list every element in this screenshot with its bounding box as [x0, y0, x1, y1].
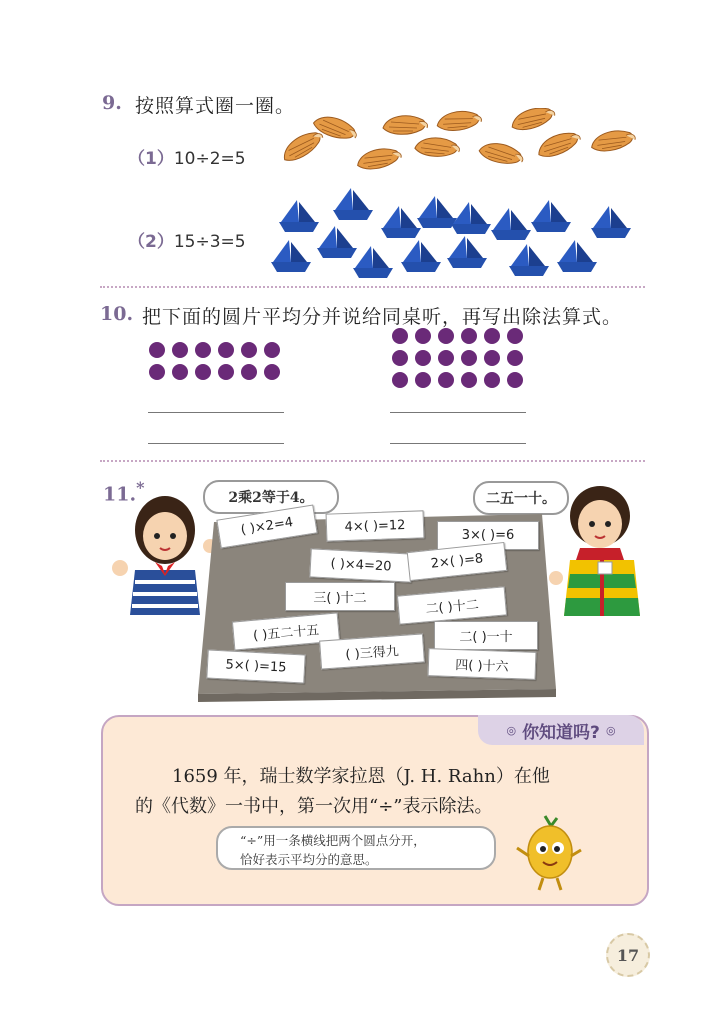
boat-icon-6 [491, 208, 531, 240]
q9-instruction: 按照算式圈一圈。 [135, 95, 296, 117]
dot [461, 372, 477, 388]
q9-part2-equation: 15÷3=5 [173, 232, 246, 252]
boat-icon-12 [401, 240, 441, 272]
shell-group [275, 108, 645, 183]
equation-card: ( )五二十五 [232, 612, 340, 650]
dot [264, 364, 280, 380]
boat-icon-14 [509, 244, 549, 276]
answer-line-1a[interactable] [148, 412, 284, 413]
shell-icon-4 [383, 116, 428, 134]
dot [241, 342, 257, 358]
boat-icon-11 [353, 246, 393, 278]
dot [241, 364, 257, 380]
divider-1 [100, 286, 645, 288]
equation-card: 三( )十二 [285, 582, 395, 611]
boat-icon-8 [591, 206, 631, 238]
did-you-know-title: 你知道吗? [522, 722, 600, 743]
answer-line-2a[interactable] [390, 412, 526, 413]
dot [195, 364, 211, 380]
boat-icon-10 [317, 226, 357, 258]
dot [484, 350, 500, 366]
dot [218, 342, 234, 358]
boat-group [265, 182, 640, 282]
equation-card: ( )×2=4 [216, 505, 317, 549]
equation-card: 二( )一十 [434, 621, 538, 650]
shell-icon-10 [590, 128, 637, 154]
dot [415, 372, 431, 388]
equation-card: 2×( )=8 [407, 542, 507, 581]
q9-part2-label: （2） [128, 232, 174, 252]
dot [415, 350, 431, 366]
dot [438, 328, 454, 344]
dot [195, 342, 211, 358]
equation-card: 5×( )=15 [206, 649, 305, 683]
boat-icon-4 [417, 196, 457, 228]
boat-icon-2 [333, 188, 373, 220]
did-you-know-tag [478, 715, 644, 745]
info-speech-bubble [216, 826, 496, 870]
dot [149, 364, 165, 380]
dot-group-2 [390, 326, 530, 392]
shell-icon-5 [414, 136, 460, 158]
dot [484, 328, 500, 344]
dot [218, 364, 234, 380]
q10-number: 10. [100, 303, 134, 325]
mascot-illustration [515, 812, 585, 892]
dot [172, 342, 188, 358]
q9-part1-label: （1） [128, 149, 174, 169]
dot [392, 372, 408, 388]
answer-line-1b[interactable] [148, 443, 284, 444]
shell-icon-9 [535, 128, 583, 161]
page-number: 17 [606, 933, 650, 977]
divider-2 [100, 460, 645, 462]
speech-bubble-left: 2乘2等于4。 [203, 480, 339, 514]
q10-instruction: 把下面的圆片平均分并说给同桌听，再写出除法算式。 [142, 306, 623, 328]
boat-icon-3 [381, 206, 421, 238]
boat-icon-13 [447, 236, 487, 268]
dot [461, 350, 477, 366]
shell-icon-6 [436, 110, 482, 132]
q9-part2 [128, 227, 246, 252]
equation-card: 3×( )=6 [437, 521, 539, 550]
dot [461, 328, 477, 344]
shell-icon-8 [509, 108, 557, 133]
dot [392, 328, 408, 344]
dot [484, 372, 500, 388]
dot-group-1 [147, 340, 287, 382]
info-bubble-line-2: 恰好表示平均分的意思。 [240, 852, 378, 867]
equation-card: 二( )十二 [397, 586, 507, 624]
boat-icon-7 [531, 200, 571, 232]
shell-icon-1 [279, 127, 327, 165]
boat-icon-1 [279, 200, 319, 232]
q9-part1-equation: 10÷2=5 [173, 149, 246, 169]
q11-number-text: 11. [103, 483, 137, 506]
dot [438, 350, 454, 366]
dot [172, 364, 188, 380]
boat-icon-9 [271, 240, 311, 272]
dot [392, 350, 408, 366]
info-line-1: 1659 年，瑞士数学家拉恩（J. H. Rahn）在他 [172, 766, 550, 787]
info-line-2: 的《代数》一书中，第一次用“÷”表示除法。 [135, 796, 493, 817]
info-bubble-line-1: “÷”用一条横线把两个圆点分开， [240, 833, 426, 848]
dot [264, 342, 280, 358]
dot [507, 372, 523, 388]
dot [438, 372, 454, 388]
equation-card: 4×( )=12 [326, 510, 425, 541]
equation-card: ( )×4=20 [309, 548, 412, 582]
q9-number: 9. [102, 92, 122, 114]
dot [507, 350, 523, 366]
speech-bubble-right: 二五一十。 [473, 481, 569, 515]
tag-left-icon: ◎ [506, 723, 517, 737]
q9-part1 [128, 144, 246, 169]
answer-line-2b[interactable] [390, 443, 526, 444]
tag-right-icon: ◎ [605, 723, 616, 737]
shell-icon-7 [478, 139, 526, 168]
q11-star: * [136, 478, 145, 497]
shell-icon-3 [356, 146, 403, 172]
equation-card: ( )三得九 [319, 633, 425, 669]
dot [415, 328, 431, 344]
boat-icon-15 [557, 240, 597, 272]
equation-card: 四( )十六 [428, 648, 537, 680]
dot [149, 342, 165, 358]
dot [507, 328, 523, 344]
